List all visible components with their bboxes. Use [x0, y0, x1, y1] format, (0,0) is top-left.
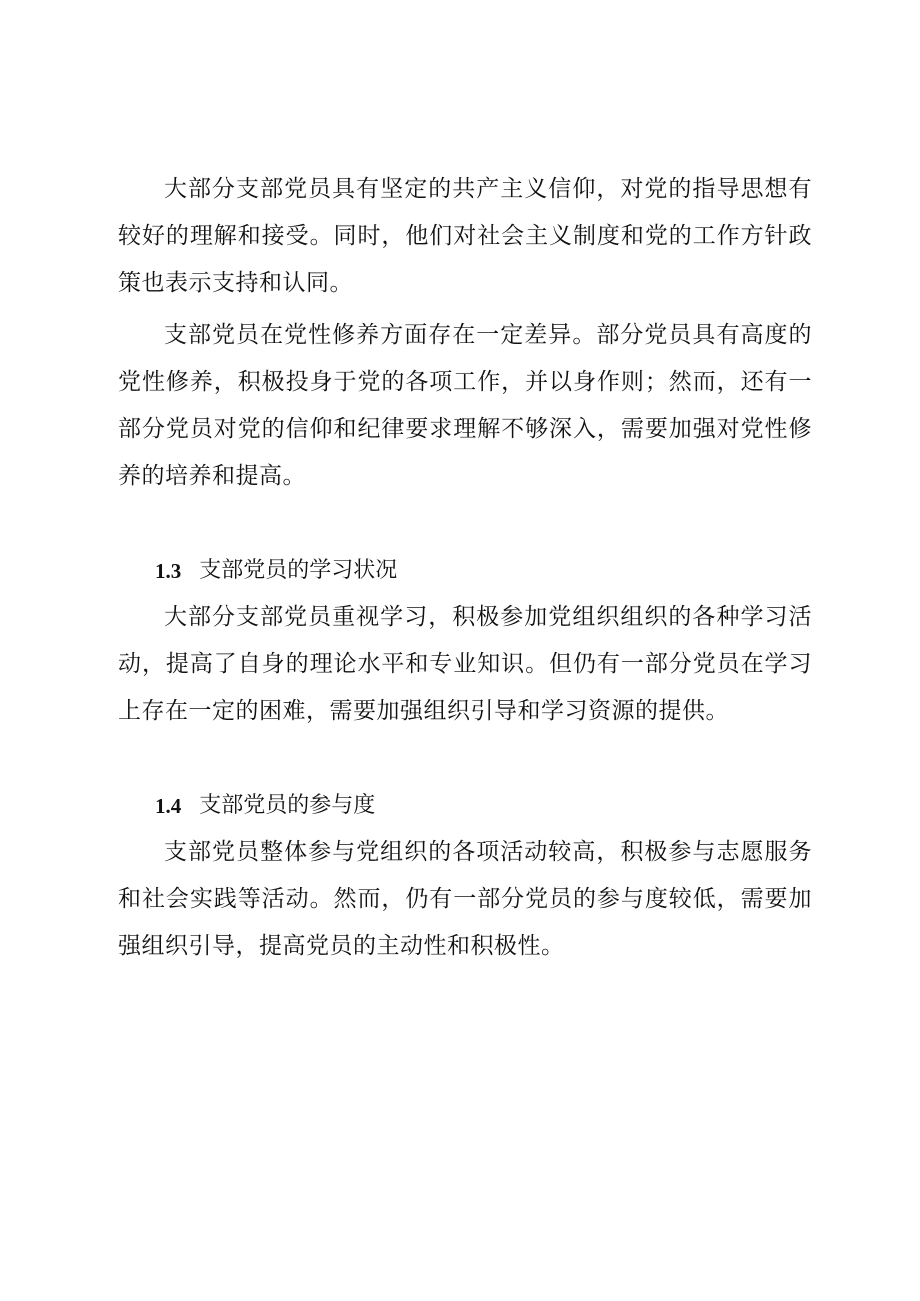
section-heading-1-3 [118, 551, 812, 591]
paragraph-study-status: 大部分支部党员重视学习，积极参加党组织组织的各种学习活动，提高了自身的理论水平和专业知识。但仍有一部分党员在学习上存在一定的困难，需要加强组织引导和学习资源的提供。 [118, 604, 812, 724]
paragraph-belief: 大部分支部党员具有坚定的共产主义信仰，对党的指导思想有较好的理解和接受。同时，他们对社会主义制度和党的工作方针政策也表示支持和认同。 [118, 176, 812, 296]
section-title: 支部党员的学习状况 [199, 558, 398, 583]
section-number: 1.3 [155, 559, 182, 583]
section-number: 1.4 [155, 794, 182, 818]
document-body [118, 166, 812, 970]
section-title: 支部党员的参与度 [199, 793, 376, 818]
paragraph-participation: 支部党员整体参与党组织的各项活动较高，积极参与志愿服务和社会实践等活动。然而，仍有一部分党员的参与度较低，需要加强组织引导，提高党员的主动性和积极性。 [118, 839, 812, 959]
paragraph-party-cultivation: 支部党员在党性修养方面存在一定差异。部分党员具有高度的党性修养，积极投身于党的各项工作，并以身作则；然而，还有一部分党员对党的信仰和纪律要求理解不够深入，需要加强对党性修养的培养和提高。 [118, 322, 812, 489]
section-heading-1-4 [118, 786, 812, 826]
